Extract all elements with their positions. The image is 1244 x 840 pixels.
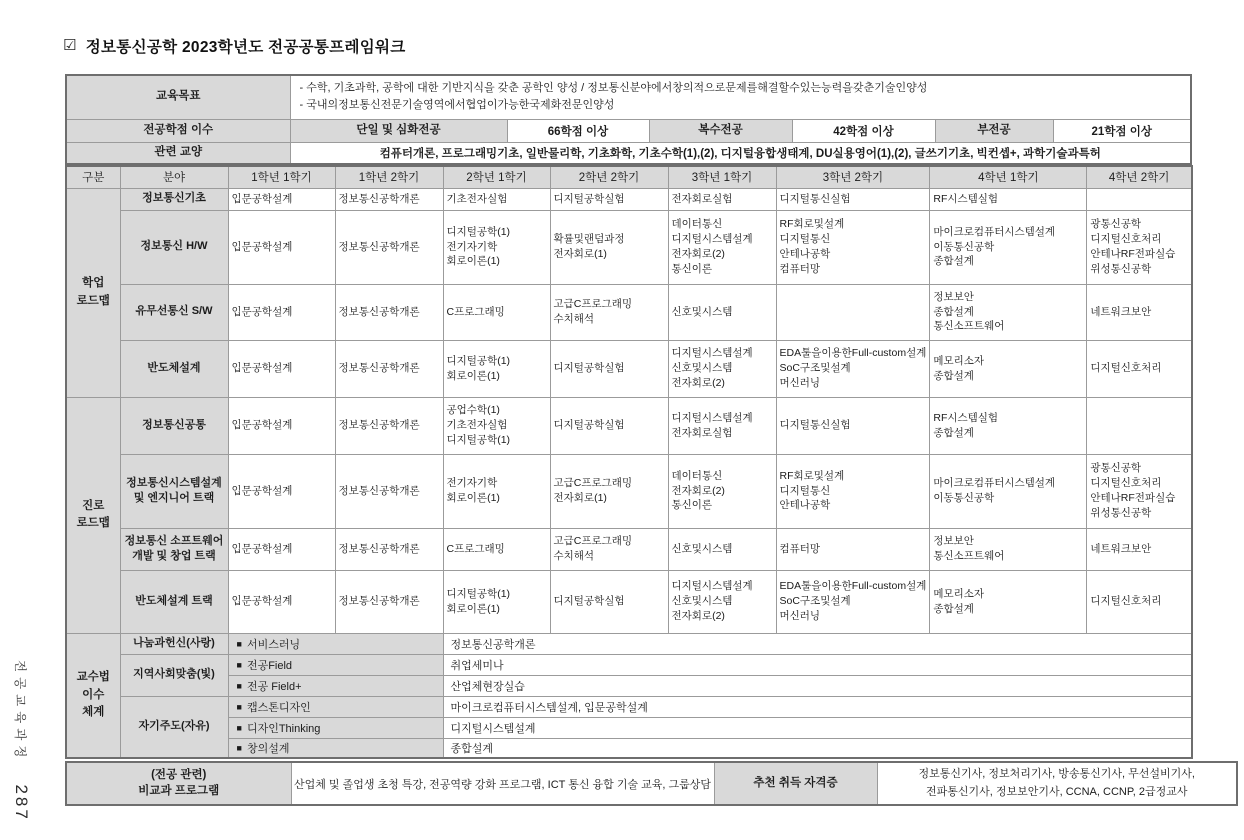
table-row: [66, 166, 1192, 188]
course-item: RF회로및설계: [779, 218, 845, 231]
course-cell: [776, 188, 930, 210]
course-cell: [550, 188, 668, 210]
credit-type: 단일 및 심화전공: [290, 119, 507, 142]
teaching-method-label: 서비스러닝: [246, 638, 301, 651]
course-item: 메모리소자: [933, 354, 985, 367]
course-item: 디지털시스템설계: [671, 347, 753, 360]
course-item: 데이터통신: [671, 218, 723, 231]
course-item: 네트워크보안: [1090, 542, 1152, 555]
teaching-course-cell: 마이크로컴퓨터시스템설계, 입문공학설계: [443, 696, 1192, 717]
course-cell: [1087, 340, 1192, 397]
course-item: 정보통신공학개론: [338, 484, 420, 497]
course-item: 네트워크보안: [1090, 305, 1152, 318]
table-row: [66, 284, 1192, 340]
course-cell: [668, 397, 776, 454]
course-cell: [443, 210, 550, 284]
course-cell: [668, 528, 776, 570]
course-item: 안테나공학: [779, 499, 831, 512]
course-item: 신호및시스템: [671, 595, 733, 608]
course-item: 입문공학설계: [231, 362, 293, 375]
column-header: 구분: [66, 166, 120, 188]
course-cell: [335, 528, 443, 570]
course-cell: [668, 210, 776, 284]
table-row: [66, 75, 1191, 119]
course-cell: [228, 210, 335, 284]
course-item: 안테나RF전파실습: [1090, 248, 1176, 260]
course-cell: [443, 284, 550, 340]
course-item: 디지털공학(1): [446, 433, 511, 446]
field-label: 정보통신 소프트웨어 개발 및 창업 트랙: [120, 528, 228, 570]
teaching-course-cell: 정보통신공학개론: [443, 633, 1192, 654]
course-cell: [550, 340, 668, 397]
course-item: 전자회로(1): [553, 492, 607, 504]
course-cell: [776, 210, 930, 284]
course-item: 디지털공학실험: [553, 362, 625, 375]
goal-line: - 수학, 기초과학, 공학에 대한 기반지식을 갖춘 공학인 양성 / 정보통신분야에서창의적으로문제를해결할수있는능력을갖춘기술인양성: [299, 81, 928, 94]
course-cell: [335, 284, 443, 340]
education-goal-label: 교육목표: [66, 75, 290, 119]
course-cell: [930, 340, 1087, 397]
extracurricular-label-line: (전공 관련): [151, 768, 207, 781]
course-item: 컴퓨터망: [779, 262, 821, 275]
course-cell: [776, 570, 930, 633]
course-item: 정보통신공학개론: [338, 305, 420, 318]
extracurricular-label-line: 비교과 프로그램: [138, 784, 220, 797]
course-cell: [550, 570, 668, 633]
course-cell: [228, 188, 335, 210]
course-item: 전기자기학: [446, 240, 498, 253]
field-label: 정보통신공통: [120, 397, 228, 454]
course-item: 신호및시스템: [671, 542, 733, 555]
field-label: 반도체설계 트랙: [120, 570, 228, 633]
bottom-band: [65, 761, 1238, 806]
checked-checkbox-icon: ☑: [63, 37, 77, 54]
course-item: 디지털통신실험: [779, 419, 851, 432]
course-item: 종합설계: [933, 305, 974, 318]
field-label: 정보통신 H/W: [120, 210, 228, 284]
curriculum-sheet: [65, 74, 1238, 806]
course-cell: [1087, 210, 1192, 284]
teaching-method-label: 전공Field: [246, 659, 293, 672]
course-item: 통신소프트웨어: [933, 320, 1005, 333]
course-cell: [930, 210, 1087, 284]
course-cell: [443, 454, 550, 528]
course-item: SoC구조및설계: [779, 362, 851, 375]
course-item: 수치해석: [553, 550, 595, 562]
course-cell: [550, 284, 668, 340]
course-cell: [335, 340, 443, 397]
table-row: [66, 528, 1192, 570]
course-cell: [228, 570, 335, 633]
teaching-method-cell: [228, 738, 443, 758]
teaching-field-label: 나눔과헌신(사랑): [120, 633, 228, 654]
square-bullet-icon: ■: [236, 659, 242, 670]
liberal-arts-content: 컴퓨터개론, 프로그래밍기초, 일반물리학, 기초화학, 기초수학(1),(2), 디지털융합생태계, DU실용영어(1),(2), 글쓰기기초, 빅컨셉+, 과학기술과특허: [290, 142, 1191, 164]
course-item: RF회로및설계: [779, 469, 845, 482]
course-cell: [443, 397, 550, 454]
course-item: 정보통신공학개론: [338, 419, 420, 432]
course-cell: [335, 454, 443, 528]
course-item: C프로그래밍: [446, 305, 505, 318]
table-row: [66, 142, 1191, 164]
course-cell: [443, 570, 550, 633]
column-header: 2학년 1학기: [443, 166, 550, 188]
course-item: 머신러닝: [779, 609, 821, 622]
square-bullet-icon: ■: [236, 638, 242, 649]
table-row: [66, 762, 1237, 805]
teaching-method-label: 디자인Thinking: [246, 722, 321, 735]
course-item: 디지털공학실험: [553, 192, 625, 205]
course-cell: [1087, 454, 1192, 528]
column-header: 2학년 2학기: [550, 166, 668, 188]
course-cell: [668, 284, 776, 340]
course-cell: [776, 284, 930, 340]
page-title: [63, 35, 406, 57]
course-cell: [228, 284, 335, 340]
course-item: 입문공학설계: [231, 484, 293, 497]
teaching-section-label: 교수법 이수 체계: [66, 633, 120, 758]
course-cell: [335, 397, 443, 454]
teaching-method-cell: [228, 675, 443, 696]
page-title-text: 정보통신공학 2023학년도 전공공통프레임워크: [85, 39, 406, 56]
course-cell: [930, 397, 1087, 454]
course-item: 전자회로(2): [671, 609, 725, 622]
course-item: 광통신공학: [1090, 218, 1142, 231]
field-label: 정보통신시스템설계 및 엔지니어 트랙: [120, 454, 228, 528]
teaching-method-label: 전공 Field+: [246, 680, 302, 693]
course-item: 정보보안: [933, 290, 974, 303]
course-cell: [550, 397, 668, 454]
table-row: [66, 675, 1192, 696]
table-row: [66, 654, 1192, 675]
credit-type: 부전공: [935, 119, 1053, 142]
course-item: 디지털통신: [779, 233, 831, 246]
square-bullet-icon: ■: [236, 742, 242, 753]
major-credits-label: 전공학점 이수: [66, 119, 290, 142]
course-item: 이동통신공학: [933, 492, 995, 504]
table-row: [66, 397, 1192, 454]
column-header: 1학년 2학기: [335, 166, 443, 188]
teaching-method-cell: [228, 696, 443, 717]
course-item: 기초전자실험: [446, 192, 508, 205]
course-item: 회로이론(1): [446, 369, 500, 382]
course-item: 데이터통신: [671, 469, 723, 482]
recommended-certs-label: 추천 취득 자격증: [714, 762, 877, 805]
course-item: 위성통신공학: [1090, 506, 1152, 519]
table-row: [66, 717, 1192, 738]
course-item: 광통신공학: [1090, 462, 1142, 475]
square-bullet-icon: ■: [236, 722, 242, 733]
field-label: 유무선통신 S/W: [120, 284, 228, 340]
course-item: 종합설계: [933, 602, 974, 615]
column-header: 3학년 2학기: [776, 166, 930, 188]
course-cell: [930, 188, 1087, 210]
course-item: 종합설계: [933, 426, 974, 439]
course-item: 안테나RF전파실습: [1090, 492, 1176, 504]
course-cell: [1087, 188, 1192, 210]
course-item: 회로이론(1): [446, 492, 500, 504]
field-label: 정보통신기초: [120, 188, 228, 210]
table-row: [66, 738, 1192, 758]
course-cell: [550, 454, 668, 528]
teaching-method-cell: [228, 633, 443, 654]
column-header: 4학년 2학기: [1087, 166, 1192, 188]
roadmap-table: [65, 165, 1193, 759]
course-cell: [228, 454, 335, 528]
course-item: 입문공학설계: [231, 305, 293, 318]
table-row: [66, 454, 1192, 528]
info-table: [65, 74, 1192, 165]
square-bullet-icon: ■: [236, 680, 242, 691]
course-item: 컴퓨터망: [779, 542, 821, 555]
square-bullet-icon: ■: [236, 701, 242, 712]
course-item: 전자회로(2): [671, 484, 725, 497]
credit-type: 복수전공: [649, 119, 792, 142]
course-item: 디지털통신실험: [779, 192, 851, 205]
course-item: 디지털공학실험: [553, 595, 625, 608]
course-item: 이동통신공학: [933, 240, 995, 253]
section-label: 학업 로드맵: [66, 188, 120, 397]
course-item: 신호및시스템: [671, 362, 733, 375]
course-item: 확률및랜덤과정: [553, 233, 625, 246]
course-item: 디지털공학실험: [553, 419, 625, 432]
teaching-course-cell: 산업체현장실습: [443, 675, 1192, 696]
course-cell: [930, 570, 1087, 633]
course-item: 위성통신공학: [1090, 262, 1152, 275]
course-item: 회로이론(1): [446, 255, 500, 268]
course-item: 전자회로실험: [671, 426, 733, 439]
course-item: 통신이론: [671, 499, 713, 512]
teaching-method-cell: [228, 717, 443, 738]
course-item: 고급C프로그래밍: [553, 535, 633, 548]
course-item: 디지털공학(1): [446, 354, 511, 367]
teaching-method-label: 캡스톤디자인: [246, 701, 311, 714]
column-header: 1학년 1학기: [228, 166, 335, 188]
course-item: 머신러닝: [779, 376, 821, 389]
course-item: 입문공학설계: [231, 192, 293, 205]
course-cell: [668, 454, 776, 528]
course-cell: [550, 210, 668, 284]
teaching-field-label: 지역사회맞춤(빛): [120, 654, 228, 696]
cert-line: 정보통신기사, 정보처리기사, 방송통신기사, 무선설비기사,: [918, 768, 1195, 781]
course-item: 전자회로(2): [671, 376, 725, 389]
course-item: 신호및시스템: [671, 305, 733, 318]
course-item: 전기자기학: [446, 477, 498, 490]
course-cell: [776, 528, 930, 570]
course-cell: [1087, 528, 1192, 570]
column-header: 3학년 1학기: [668, 166, 776, 188]
course-item: 입문공학설계: [231, 419, 293, 432]
course-cell: [443, 188, 550, 210]
course-item: 전자회로(1): [553, 248, 607, 260]
teaching-course-cell: 디지털시스템설계: [443, 717, 1192, 738]
field-label: 반도체설계: [120, 340, 228, 397]
course-item: 디지털시스템설계: [671, 580, 753, 593]
course-item: 수치해석: [553, 313, 595, 325]
course-item: 정보통신공학개론: [338, 542, 420, 555]
section-label: 진로 로드맵: [66, 397, 120, 633]
table-row: [66, 633, 1192, 654]
course-item: 마이크로컴퓨터시스템설계: [933, 225, 1056, 238]
teaching-method-cell: [228, 654, 443, 675]
course-item: 입문공학설계: [231, 542, 293, 555]
course-item: 통신소프트웨어: [933, 550, 1005, 562]
course-item: 디지털신호처리: [1090, 477, 1162, 490]
course-cell: [668, 188, 776, 210]
course-cell: [1087, 570, 1192, 633]
goal-line: - 국내의정보통신전문기술영역에서협업이가능한국제화전문인양성: [299, 99, 615, 112]
table-row: [66, 696, 1192, 717]
course-item: 마이크로컴퓨터시스템설계: [933, 477, 1056, 490]
course-item: 고급C프로그래밍: [553, 298, 633, 311]
course-cell: [443, 340, 550, 397]
course-item: 디지털시스템설계: [671, 411, 753, 424]
course-item: 전자회로실험: [671, 192, 733, 205]
teaching-field-label: 자기주도(자유): [120, 696, 228, 758]
course-item: 정보통신공학개론: [338, 362, 420, 375]
course-item: 정보통신공학개론: [338, 240, 420, 253]
course-item: EDA툴을이용한Full-custom설계: [779, 580, 927, 593]
course-item: 정보통신공학개론: [338, 192, 420, 205]
course-item: 디지털공학(1): [446, 587, 511, 600]
course-cell: [930, 528, 1087, 570]
course-item: 디지털신호처리: [1090, 362, 1162, 375]
course-cell: [930, 284, 1087, 340]
course-item: 입문공학설계: [231, 240, 293, 253]
course-cell: [335, 188, 443, 210]
table-row: [66, 210, 1192, 284]
extracurricular-programs: 산업체 및 졸업생 초청 특강, 전공역량 강화 프로그램, ICT 통신 융합 기술 교육, 그룹상담: [291, 762, 714, 805]
recommended-certs-list: [877, 762, 1237, 805]
footer-section-label: 전공교육과정: [13, 660, 27, 763]
course-cell: [930, 454, 1087, 528]
table-row: [66, 119, 1191, 142]
teaching-course-cell: 취업세미나: [443, 654, 1192, 675]
course-cell: [335, 210, 443, 284]
course-cell: [668, 570, 776, 633]
extracurricular-table: [65, 761, 1238, 806]
course-cell: [776, 340, 930, 397]
extracurricular-label: [66, 762, 291, 805]
course-item: 정보보안: [933, 535, 974, 548]
course-item: SoC구조및설계: [779, 595, 851, 608]
course-item: 디지털신호처리: [1090, 595, 1162, 608]
course-item: 안테나공학: [779, 248, 831, 260]
course-item: 종합설계: [933, 369, 974, 382]
course-item: 종합설계: [933, 255, 974, 268]
course-item: C프로그래밍: [446, 542, 505, 555]
course-item: EDA툴을이용한Full-custom설계: [779, 347, 927, 360]
education-goal-content: [290, 75, 1191, 119]
course-item: RF시스템실험: [933, 411, 999, 424]
course-cell: [550, 528, 668, 570]
course-cell: [335, 570, 443, 633]
column-header: 4학년 1학기: [930, 166, 1087, 188]
course-item: RF시스템실험: [933, 192, 999, 205]
course-item: 입문공학설계: [231, 595, 293, 608]
credit-value: 21학점 이상: [1053, 119, 1191, 142]
column-header: 분야: [120, 166, 228, 188]
credit-value: 42학점 이상: [792, 119, 935, 142]
course-cell: [1087, 397, 1192, 454]
course-cell: [228, 528, 335, 570]
course-item: 고급C프로그래밍: [553, 477, 633, 490]
teaching-course-cell: 종합설계: [443, 738, 1192, 758]
course-item: 디지털신호처리: [1090, 233, 1162, 246]
course-item: 디지털공학(1): [446, 225, 511, 238]
table-row: [66, 570, 1192, 633]
cert-line: 전파통신기사, 정보보안기사, CCNA, CCNP, 2급정교사: [925, 785, 1188, 798]
liberal-arts-label: 관련 교양: [66, 142, 290, 164]
course-cell: [228, 340, 335, 397]
teaching-method-label: 창의설계: [246, 742, 290, 755]
course-item: 메모리소자: [933, 587, 985, 600]
course-cell: [776, 397, 930, 454]
footer-page-number: 287: [12, 784, 31, 822]
table-row: [66, 188, 1192, 210]
course-item: 디지털시스템설계: [671, 233, 753, 246]
course-item: 정보통신공학개론: [338, 595, 420, 608]
course-cell: [668, 340, 776, 397]
course-cell: [228, 397, 335, 454]
course-item: 기초전자실험: [446, 419, 508, 432]
credit-value: 66학점 이상: [507, 119, 649, 142]
course-item: 전자회로(2): [671, 248, 725, 260]
course-item: 회로이론(1): [446, 602, 500, 615]
course-cell: [443, 528, 550, 570]
course-cell: [1087, 284, 1192, 340]
table-row: [66, 340, 1192, 397]
course-cell: [776, 454, 930, 528]
course-item: 디지털통신: [779, 484, 831, 497]
course-item: 공업수학(1): [446, 404, 500, 417]
course-item: 통신이론: [671, 262, 713, 275]
